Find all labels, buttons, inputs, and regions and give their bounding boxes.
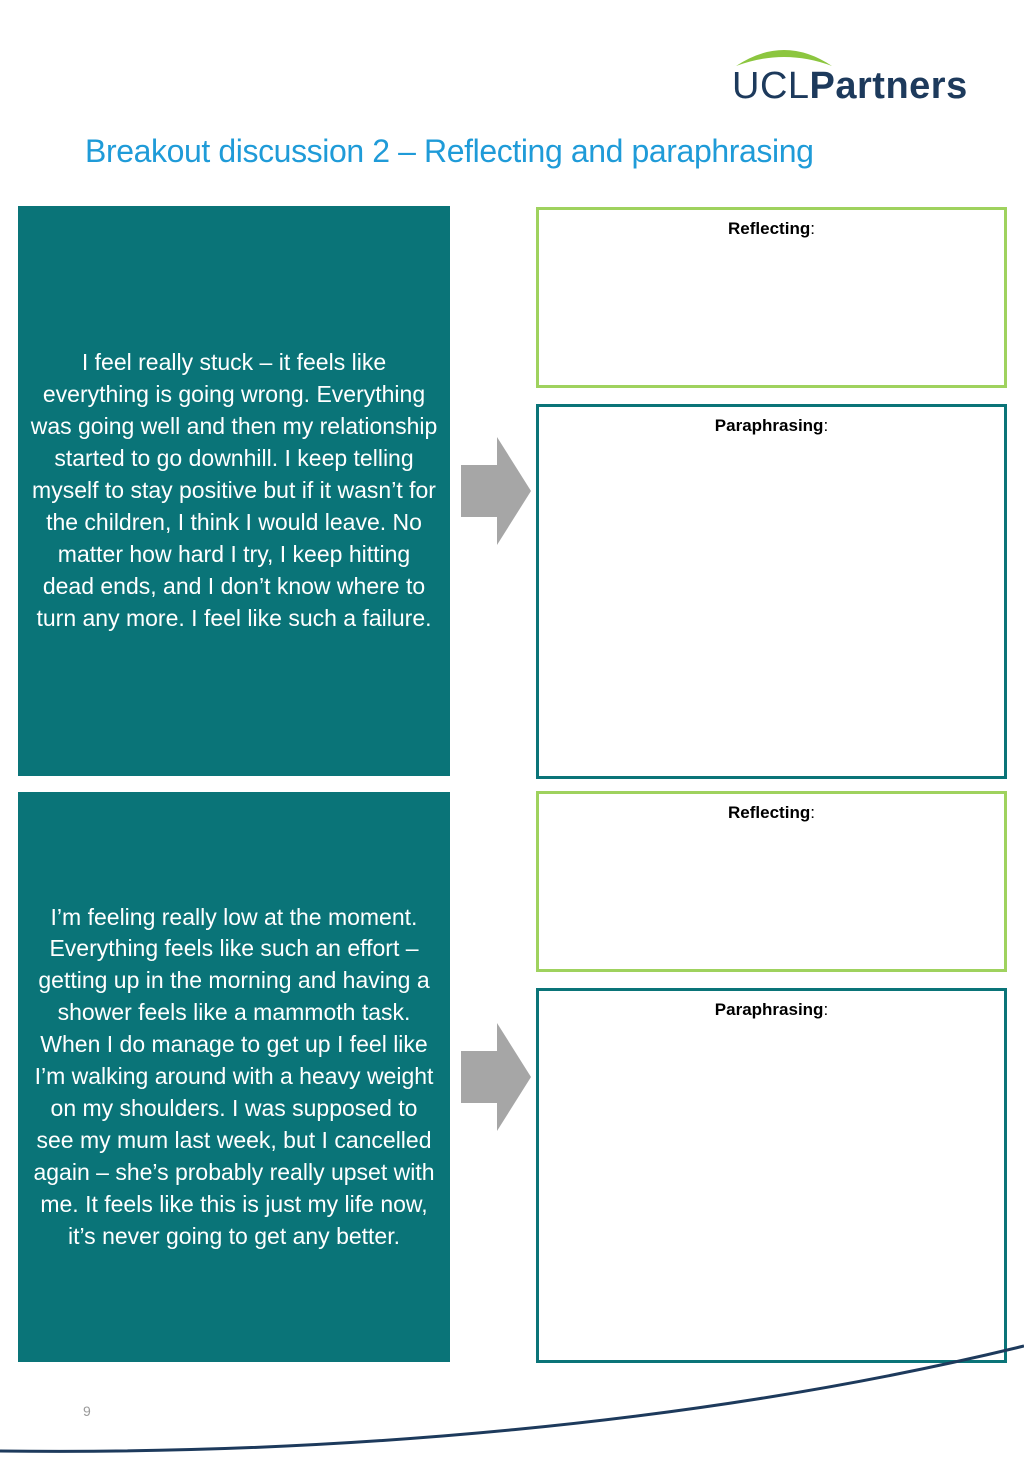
footer-curve-decoration	[0, 1330, 1024, 1479]
paraphrasing-label-text: Paraphrasing	[714, 1000, 824, 1019]
scenario-text-1: I feel really stuck – it feels like everything is going wrong. Everything was going well and then my relationship started to go downhill. I keep telling myself to stay positive but if it wasn’t for the children, I think I would leave. No matter how hard I try, I keep hitting dead ends, and I don’t know where to turn any more. I feel like such a failure.	[30, 349, 438, 631]
reflecting-box-2[interactable]	[536, 791, 1007, 972]
paraphrasing-box-1[interactable]	[536, 404, 1007, 779]
label-colon: :	[823, 416, 829, 435]
reflecting-label	[539, 219, 1004, 239]
label-colon: :	[810, 803, 815, 822]
paraphrasing-label	[539, 416, 1004, 436]
paraphrasing-label	[539, 1000, 1004, 1020]
logo-ucl: UCL	[732, 65, 810, 107]
scenario-card-1	[18, 206, 450, 776]
right-arrow-icon	[461, 1023, 531, 1131]
logo-partners: Partners	[809, 65, 968, 107]
reflecting-label	[539, 803, 1004, 823]
page-number: 9	[83, 1403, 91, 1419]
label-colon: :	[810, 219, 815, 238]
reflecting-label-text: Reflecting	[728, 219, 811, 238]
scenario-card-2	[18, 792, 450, 1362]
paraphrasing-box-2[interactable]	[536, 988, 1007, 1363]
reflecting-box-1[interactable]	[536, 207, 1007, 388]
page-title: Breakout discussion 2 – Reflecting and paraphrasing	[85, 133, 814, 169]
paraphrasing-label-text: Paraphrasing	[714, 416, 824, 435]
uclpartners-logo	[730, 40, 970, 110]
label-colon: :	[823, 1000, 829, 1019]
scenario-text-2: I’m feeling really low at the moment. Everything feels like such an effort – getting up in the morning and having a shower feels like a mammoth task. When I do manage to get up I feel like I’m walking around with a heavy weight on my shoulders. I was supposed to see my mum last week, but I cancelled again – she’s probably really upset with me. It feels like this is just my life now, it’s never going to get any better.	[33, 903, 435, 1249]
logo-wordmark	[732, 64, 968, 108]
right-arrow-icon	[461, 437, 531, 545]
reflecting-label-text: Reflecting	[728, 803, 811, 822]
